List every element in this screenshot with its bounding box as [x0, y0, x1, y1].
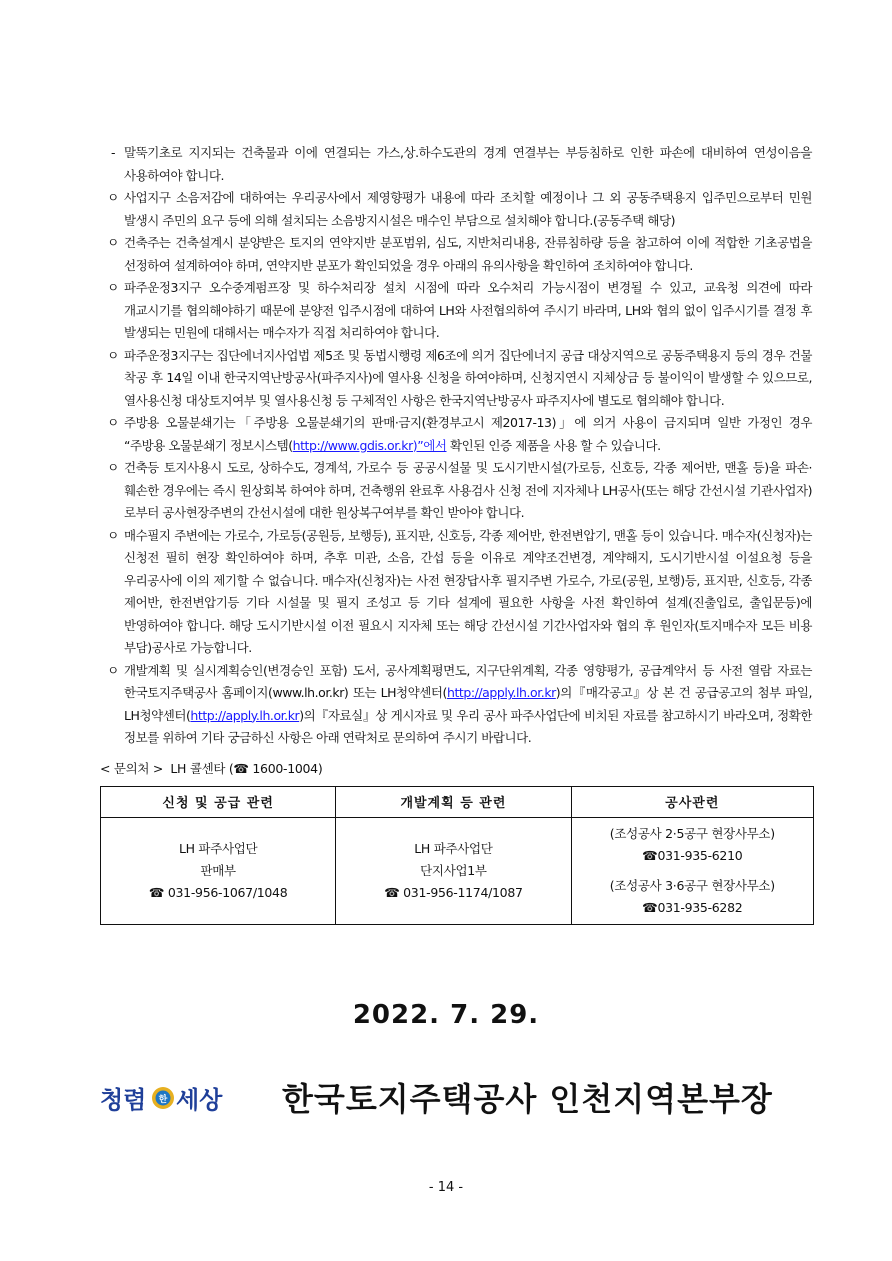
logo-text: 한 — [158, 1095, 168, 1105]
hyperlink[interactable]: http://apply.lh.or.kr — [447, 685, 556, 700]
cell-phone — [572, 897, 813, 919]
cell-line: 판매부 — [200, 862, 236, 878]
hyperlink[interactable]: http://www.gdis.or.kr)”에서 — [292, 437, 447, 453]
cell-phone-number: 031-956-1174/1087 — [403, 884, 523, 900]
signature-block — [96, 1072, 776, 1122]
hyperlink[interactable]: http://apply.lh.or.kr — [190, 707, 300, 723]
list-item — [100, 277, 812, 345]
cell-phone-number: 031-935-6282 — [657, 899, 743, 915]
contact-label: < 문의처 > — [100, 760, 164, 776]
cell-phone-number: 031-935-6210 — [657, 847, 743, 863]
table-header-row — [101, 786, 814, 817]
table-header: 공사관련 — [571, 786, 813, 817]
table-cell-planning — [336, 817, 571, 924]
cell-phone — [572, 845, 813, 867]
logo-text: 청렴 — [100, 1086, 147, 1114]
bullet-marker: ㅇ — [107, 662, 119, 678]
issuer-title: 한국토지주택공사 인천지역본부장 — [282, 1080, 773, 1118]
contact-table — [100, 786, 814, 925]
bullet-marker: ㅇ — [107, 527, 119, 543]
item-text: 건축등 토지사용시 도로, 상하수도, 경계석, 가로수 등 공공시설물 및 도시기반시설(가로등, 신호등, 각종 제어반, 맨홀 등)을 파손·훼손한 경우에는 즉시 원상회복 하여야 하며, 건축행위 완료후 사용검사 신청 전에 지자체나 LH공사(또는 해당 간선시설 기관사업자)로부터 공사현장주변의 간선시설에 대한 원상복구여부를 확인 받아야 합니다. — [124, 460, 812, 520]
item-text: 개발계획 및 실시계획승인(변경승인 포함) 도서, 공사계획평면도, 지구단위계획, 각종 영향평가, 공급계약서 등 사전 열람 자료는 한국토지주택공사 홈페이지(www.lh.or.kr) 또는 LH청약센터( — [124, 662, 812, 700]
contact-name: LH 콜센타 — [170, 760, 226, 776]
bullet-marker: ㅇ — [107, 280, 119, 295]
item-text: 확인된 인증 제품을 사용 할 수 있습니다. — [446, 437, 661, 453]
item-text: )의『매각공고』상 본 건 공급공고의 첨부 파일, LH청약센터( — [124, 685, 812, 723]
phone-icon: ☎ — [642, 847, 658, 863]
item-text: 주방용 오물분쇄기는「주방용 오물분쇄기의 판매·금지(환경부고시 제2017-13)」에 의거 사용이 금지되며 일반 가정인 경우 “주방용 오물분쇄기 정보시스템( — [124, 415, 812, 453]
bullet-marker: ㅇ — [107, 347, 119, 363]
list-item — [100, 232, 812, 277]
cell-line: 단지사업1부 — [420, 862, 487, 878]
bullet-marker: ㅇ — [107, 235, 119, 250]
cell-line: LH 파주사업단 — [178, 840, 258, 856]
table-cell-construction — [571, 817, 813, 924]
bullet-marker: ㅇ — [107, 415, 119, 430]
table-row — [101, 817, 814, 924]
table-cell-sales — [101, 817, 336, 924]
list-item — [100, 525, 812, 660]
cell-phone — [101, 882, 335, 904]
logo-text: 세상 — [176, 1086, 223, 1114]
table-header: 개발계획 등 관련 — [336, 786, 571, 817]
notice-list — [100, 142, 812, 750]
phone-icon: ☎ — [384, 884, 400, 900]
list-item — [100, 412, 812, 457]
cell-line: (조성공사 2·5공구 현장사무소) — [609, 825, 775, 841]
integrity-logo — [100, 1078, 230, 1118]
item-text: 사업지구 소음저감에 대하여는 우리공사에서 제영향평가 내용에 따라 조치할 예정이나 그 외 공동주택용지 입주민으로부터 민원 발생시 주민의 요구 등에 의해 설치되는 소음방지시설은 매수인 부담으로 설치해야 합니다.(공동주택 해당) — [124, 190, 812, 228]
item-text: 건축주는 건축설계시 분양받은 토지의 연약지반 분포범위, 심도, 지반처리내용, 잔류침하량 등을 참고하여 이에 적합한 기초공법을 선정하여 설계하여야 하며, 연약지반 분포가 확인되었을 경우 아래의 유의사항을 확인하여 조치하여야 합니다. — [124, 235, 812, 273]
contact-line: < 문의처 > LH 콜센타 (☎ 1600-1004) — [100, 760, 323, 776]
phone-icon: ☎ — [642, 899, 658, 915]
document-date: 2022. 7. 29. — [352, 1000, 540, 1030]
table-header: 신청 및 공급 관련 — [101, 786, 336, 817]
list-item — [100, 457, 812, 525]
bullet-marker: ㅇ — [107, 460, 119, 475]
list-item — [100, 345, 812, 413]
item-text: 말뚝기초로 지지되는 건축물과 이에 연결되는 가스,상.하수도관의 경계 연결부는 부등침하로 인한 파손에 대비하여 연성이음을 사용하여야 합니다. — [124, 145, 812, 183]
bullet-marker: ㅇ — [107, 190, 119, 205]
cell-line: (조성공사 3·6공구 현장사무소) — [609, 877, 775, 893]
item-text: 파주운정3지구는 집단에너지사업법 제5조 및 동법시행령 제6조에 의거 집단에너지 공급 대상지역으로 공동주택용지 등의 경우 건물 착공 후 14일 이내 한국지역난방공사(파주지사)에 열사용 신청을 하여야하며, 신청지연시 지체상금 등 불이익이 발생할 수 있으므로, 열사용신청 대상토지여부 및 열사용신청 등 구체적인 사항은 한국지역난방공사 파주지사에 별도로 협의해야 합니다. — [124, 347, 812, 408]
item-text: )의『자료실』상 게시자료 및 우리 공사 파주사업단에 비치된 자료를 참고하시기 바라오며, 정확한 정보를 위하여 기타 궁금하신 사항은 아래 연락처로 문의하여 주시기 바랍니다. — [124, 707, 812, 745]
cell-line: LH 파주사업단 — [414, 840, 493, 856]
phone-icon: ☎ — [233, 760, 249, 776]
item-text: 매수필지 주변에는 가로수, 가로등(공원등, 보행등), 표지판, 신호등, 각종 제어반, 한전변압기, 맨홀 등이 있습니다. 매수자(신청자)는 신청전 필히 현장 확인하여야 하며, 추후 미관, 소음, 간섭 등을 이유로 계약조건변경, 계약해지, 도시기반시설 이설요청 등을 우리공사에 이의 제기할 수 없습니다. 매수자(신청자)는 사전 현장답사후 필지주변 가로수, 가로(공원, 보행)등, 표지판, 신호등, 각종 제어반, 한전변압기등 기타 시설물 및 필지 조성고 등 기타 설계에 필요한 사항을 사전 확인하여 설계(진출입로, 출입문등)에 반영하여야 합니다. 해당 도시기반시설 이전 필요시 지자체 또는 해당 간선시설 기간사업자와 협의 후 원인자(토지매수자 모든 비용 부담)공사로 가능합니다. — [124, 527, 812, 655]
list-item — [100, 187, 812, 232]
item-text: 파주운정3지구 오수중계펌프장 및 하수처리장 설치 시점에 따라 오수처리 가능시점이 변경될 수 있고, 교육청 의견에 따라 개교시기를 협의해야하기 때문에 분양전 입주시점에 대하여 LH와 사전협의하여 주시기 바라며, LH와 협의 없이 입주시기를 결정 후 발생되는 민원에 대해서는 매수자가 직접 처리하여야 합니다. — [124, 280, 812, 340]
cell-phone — [336, 882, 570, 904]
phone-icon: ☎ — [148, 884, 165, 900]
list-item — [100, 142, 812, 187]
cell-phone-number: 031-956-1067/1048 — [167, 884, 288, 900]
list-item — [100, 660, 812, 750]
contact-phone: 1600-1004 — [252, 760, 318, 776]
bullet-marker: - — [110, 145, 116, 160]
document-body — [100, 142, 812, 925]
page-number: - 14 - — [428, 1180, 464, 1195]
